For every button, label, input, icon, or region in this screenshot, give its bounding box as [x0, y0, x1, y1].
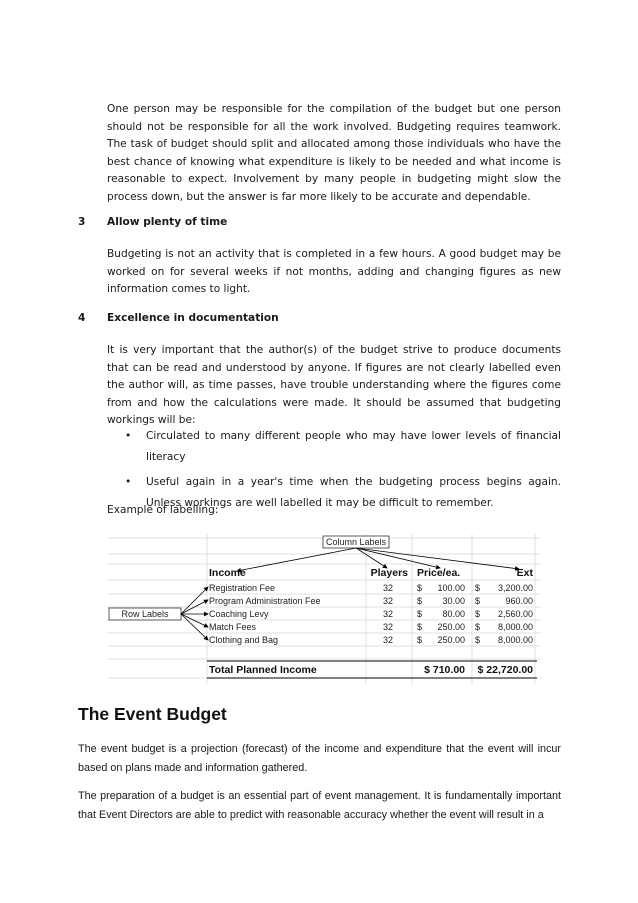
row-item: Coaching Levy — [209, 609, 269, 619]
header-price: Price/ea. — [417, 567, 461, 579]
row-item: Registration Fee — [209, 583, 276, 593]
svg-text:32: 32 — [382, 596, 393, 606]
svg-text:250.00: 250.00 — [437, 635, 465, 645]
example-label: Example of labelling: — [107, 504, 219, 516]
bullet-icon: • — [125, 430, 132, 442]
svg-text:250.00: 250.00 — [437, 622, 465, 632]
svg-text:32: 32 — [382, 583, 393, 593]
section-3-body: Budgeting is not an activity that is completed in a few hours. A good budget may be worked on for several weeks if not months, adding and changing figures as new information comes to light. — [107, 248, 561, 295]
section-3-number: 3 — [78, 216, 86, 228]
svg-text:32: 32 — [382, 635, 393, 645]
total-price: $ 710.00 — [424, 664, 465, 676]
bullet-item: • Circulated to many different people who may have lower levels of financial literacy — [107, 426, 561, 468]
svg-text:$: $ — [475, 622, 481, 632]
svg-text:$: $ — [475, 596, 481, 606]
event-budget-heading: The Event Budget — [78, 704, 227, 724]
svg-text:3,200.00: 3,200.00 — [497, 583, 533, 593]
total-label: Total Planned Income — [209, 664, 317, 676]
svg-text:30.00: 30.00 — [442, 596, 465, 606]
svg-text:$: $ — [475, 635, 481, 645]
svg-text:32: 32 — [382, 622, 393, 632]
svg-text:$: $ — [417, 596, 423, 606]
section-4-number: 4 — [78, 312, 86, 324]
svg-text:$: $ — [417, 609, 423, 619]
section-3-heading: Allow plenty of time — [107, 216, 228, 228]
row-item: Program Administration Fee — [209, 596, 321, 606]
column-labels-callout: Column Labels — [325, 537, 387, 547]
header-ext: Ext — [516, 567, 533, 579]
svg-text:80.00: 80.00 — [442, 609, 465, 619]
event-budget-paragraph-1: The event budget is a projection (forecast) of the income and expenditure that the event will incur based on plans made and information gathered. — [78, 743, 561, 774]
svg-text:$: $ — [475, 609, 481, 619]
svg-text:$: $ — [417, 622, 423, 632]
total-ext: $ 22,720.00 — [477, 664, 533, 676]
labelling-example-spreadsheet — [107, 534, 541, 684]
svg-text:960.00: 960.00 — [505, 596, 533, 606]
row-item: Clothing and Bag — [209, 635, 279, 645]
svg-text:100.00: 100.00 — [437, 583, 465, 593]
header-players: Players — [370, 567, 408, 579]
section-4-heading: Excellence in documentation — [107, 312, 279, 324]
svg-text:$: $ — [475, 583, 481, 593]
event-budget-paragraph-2: The preparation of a budget is an essential part of event management. It is fundamentally important that Event Directors are able to predict with reasonable accuracy whether the event will result in a — [78, 790, 561, 821]
svg-text:8,000.00: 8,000.00 — [497, 622, 533, 632]
svg-text:32: 32 — [382, 609, 393, 619]
svg-text:$: $ — [417, 583, 423, 593]
svg-text:$: $ — [417, 635, 423, 645]
row-item: Match Fees — [209, 622, 257, 632]
row-labels-callout: Row Labels — [121, 609, 169, 619]
bullet-icon: • — [125, 476, 132, 488]
intro-paragraph: One person may be responsible for the compilation of the budget but one person should not be responsible for all the work involved. Budgeting requires teamwork. The task of budget should split and allocated among those individuals who have the best chance of knowing what expenditure is likely to be needed and what income is reasonable to expect. Involvement by many people in budgeting might slow the process down, but the answer is far more likely to be accurate and dependable. — [107, 103, 561, 203]
bullet-item: • Useful again in a year's time when the budgeting process begins again. Unless workings are well labelled it may be difficult to remember. — [107, 472, 561, 514]
svg-text:8,000.00: 8,000.00 — [497, 635, 533, 645]
header-income: Income — [209, 567, 246, 579]
svg-text:2,560.00: 2,560.00 — [497, 609, 533, 619]
section-4-body: It is very important that the author(s) of the budget strive to produce documents that can be read and understood by anyone. If figures are not clearly labelled even the author will, as time passes, have trouble understanding where the figures come from and how the calculations were made. It should be assumed that budgeting workings will be: — [107, 344, 561, 426]
